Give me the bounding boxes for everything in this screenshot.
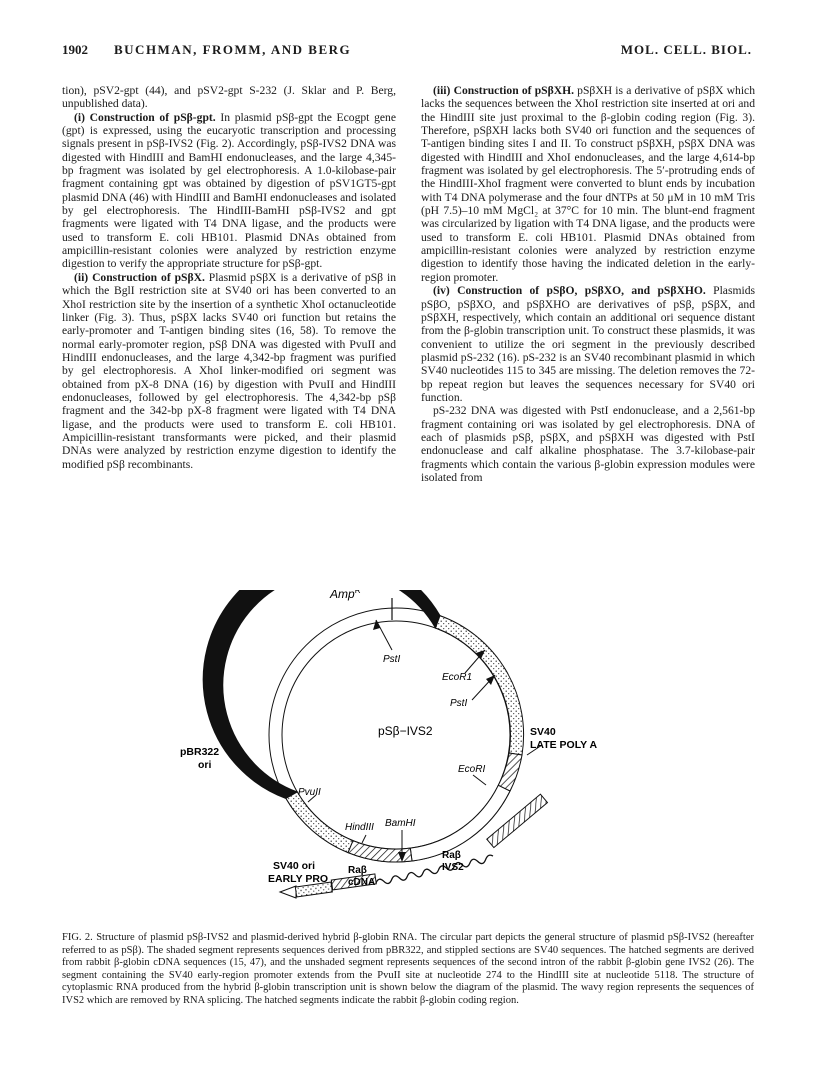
rab-ivs2-label-2: IVS2 [442, 862, 464, 873]
paragraph: (ii) Construction of pSβX. Plasmid pSβX is a derivative of pSβ in which the BglI restriction site at SV40 ori has been converted to an XhoI restriction site by the insertion of a synthetic XhoI octanucleotide linker (Fig. 3). Thus, pSβX lacks SV40 ori function but retains the early-promoter and T-antigen binding sites (16, 58). To remove the normal early-promoter region, pSβ DNA was digested with PvuII and HindIII endonucleases, and the large 4,342-bp fragment was purified by gel electrophoresis. A XhoI linker-modified ori segment was obtained from pX-8 DNA (16) by digestion with PvuII and HindIII endonucleases, followed by gel electrophoresis. The 4,342-bp pSβ fragment and the 342-bp pX-8 fragment were ligated with T4 DNA ligase, and the products were used to transform E. coli HB101. Ampicillin-resistant transformants were picked, and their plasmid DNAs were analyzed by restriction enzyme digestion to identify the modified pSβ recombinants. [62, 270, 396, 471]
rab-cdna-label: Raβ [348, 865, 367, 876]
sv40-early-stipple [286, 792, 353, 853]
bamhi-label: BamHI [385, 818, 416, 829]
pst1-label: PstI [383, 654, 401, 665]
ecor1-label: EcoR1 [442, 672, 473, 683]
sv40-late-polya-label: LATE POLY A [530, 739, 598, 751]
plasmid-diagram [180, 590, 640, 920]
cdna-hatch-right [498, 753, 522, 791]
paragraph: tion), pSV2-gpt (44), and pSV2-gpt S-232 (J. Sklar and P. Berg, unpublished data). [62, 84, 396, 111]
hindiii-pointer [362, 835, 366, 843]
sv40-ori-label: SV40 ori [273, 860, 316, 872]
pbr322-label: pBR322 [180, 746, 220, 758]
pbr322-ori-label: ori [198, 759, 212, 771]
journal-name: MOL. CELL. BIOL. [620, 42, 752, 57]
running-authors: BUCHMAN, FROMM, AND BERG [114, 42, 352, 57]
paragraph: (iv) Construction of pSβO, pSβXO, and pSβXHO. Plasmids pSβO, pSβXO, and pSβXHO are derivatives of pSβ, pSβX, and pSβXH, respectively, which contain an additional ori sequence distant from the β-globin transcription unit. To construct these plasmids, it was convenient to utilize the ori segment in the previously described plasmid pS-232 (16). pS-232 is an SV40 recombinant plasmid in which SV40 nucleotides 115 to 345 are missing. The deletion removes the 72-bp repeat region but leaves the sequences necessary for SV40 ori function. [421, 284, 756, 404]
rab-cdna-label-2: cDNA [348, 877, 376, 888]
transcript-start-arrow [280, 886, 296, 898]
paragraph: (i) Construction of pSβ-gpt. In plasmid pSβ-gpt the Ecogpt gene (gpt) is expressed, using the eucaryotic transcription and processing signals present in pSβ-IVS2 (Fig. 2). Accordingly, pSβ-IVS2 DNA was digested with HindIII and BamHI endonucleases, and the large 4,345-bp fragment was isolated by gel electrophoresis. A 1.0-kilobase-pair fragment containing gpt was obtained by digestion of pSV1GT5-gpt plasmid DNA (46) with HindIII and BamHI endonucleases and isolated by gel electrophoresis. The HindIII-BamHI pSβ-IVS2 and gpt fragments were ligated with T4 DNA ligase, and the products were used to transform E. coli HB101. Plasmid DNAs obtained from ampicillin-resistant colonies were analyzed by restriction enzyme digestion to verify the appropriate structure for pSβ-gpt. [62, 110, 397, 271]
ecori-pointer [473, 775, 486, 785]
early-pro-label: EARLY PRO [268, 873, 329, 885]
paragraph: pS-232 DNA was digested with PstI endonuclease, and a 2,561-bp fragment containing ori was isolated by gel electrophoresis. DNA of each of plasmids pSβ, pSβX, and pSβXH was digested with PstI endonuclease and calf alkaline phosphatase. The 3.7-kilobase-pair fragments which contain the various β-globin expression modules were isolated from [421, 404, 755, 484]
right-column [421, 84, 755, 484]
pvuii-label: PvuII [298, 787, 321, 798]
plasmid-figure [180, 590, 640, 920]
sv40-late-stipple [436, 616, 524, 755]
pst1-right-label: PstI [450, 698, 468, 709]
left-column [62, 84, 396, 471]
ecori-label: EcoRI [458, 764, 486, 775]
plasmid-name: pSβ−IVS2 [378, 724, 433, 738]
caption-text: Structure of plasmid pSβ-IVS2 and plasmid-derived hybrid β-globin RNA. The circular part depicts the general structure of plasmid pSβ-IVS2 (hereafter referred to as pSβ). The shaded segment represents sequences derived from pBR322, and stippled sections are SV40 sequences. The hatched segments are derived from rabbit β-globin cDNA sequences (15, 47), and the unshaded segment represents sequences of the second intron of the rabbit β-globin gene IVS2 (26). The segment containing the SV40 early-region promoter extends from the PvuII site at nucleotide 274 to the HindIII site at nucleotide 5118. The structure of cytoplasmic RNA produced from the hybrid β-globin transcription unit is shown below the diagram of the plasmid. The wavy region represents the sequences of IVS2 which are removed by RNA splicing. The hatched segments indicate the rabbit β-globin coding region. [62, 932, 754, 1006]
caption-label: FIG. 2. [62, 932, 93, 943]
paragraph: (iii) Construction of pSβXH. pSβXH is a derivative of pSβX which lacks the sequences between the XhoI restriction site inserted at ori and the HindIII site just proximal to the β-globin coding region (Fig. 3). Therefore, pSβXH lacks both SV40 ori function and the sequences of T-antigen binding sites I and II. To construct pSβXH, pSβX DNA was digested with HindIII and XhoI endonucleases, and the large 4,614-bp fragment was isolated by gel electrophoresis. The 5′-protruding ends of the HindIII-XhoI fragment were converted to blunt ends by incubation with T4 DNA polymerase and the four dNTPs at 50 μM in 10 mM Tris (pH 7.5)–10 mM MgCl₂ at 37°C for 10 min. The blunt-end fragment was circularized by ligation with T4 DNA ligase, and the products were used to transform E. coli HB101. Plasmid DNAs obtained from ampicillin-resistant colonies were analyzed by restriction enzyme digestion to identify those having the indicated deletion in the early-region promoter. [421, 84, 755, 284]
page-number: 1902 [62, 42, 88, 57]
amp-label: Amp$^R$ [330, 590, 361, 601]
running-header [62, 42, 752, 62]
sv40-late-label: SV40 [530, 726, 556, 738]
pst1-arrow [376, 620, 392, 650]
hindiii-label: HindIII [345, 822, 374, 833]
figure-caption [62, 932, 754, 1008]
rab-ivs2-label: Raβ [442, 850, 461, 861]
